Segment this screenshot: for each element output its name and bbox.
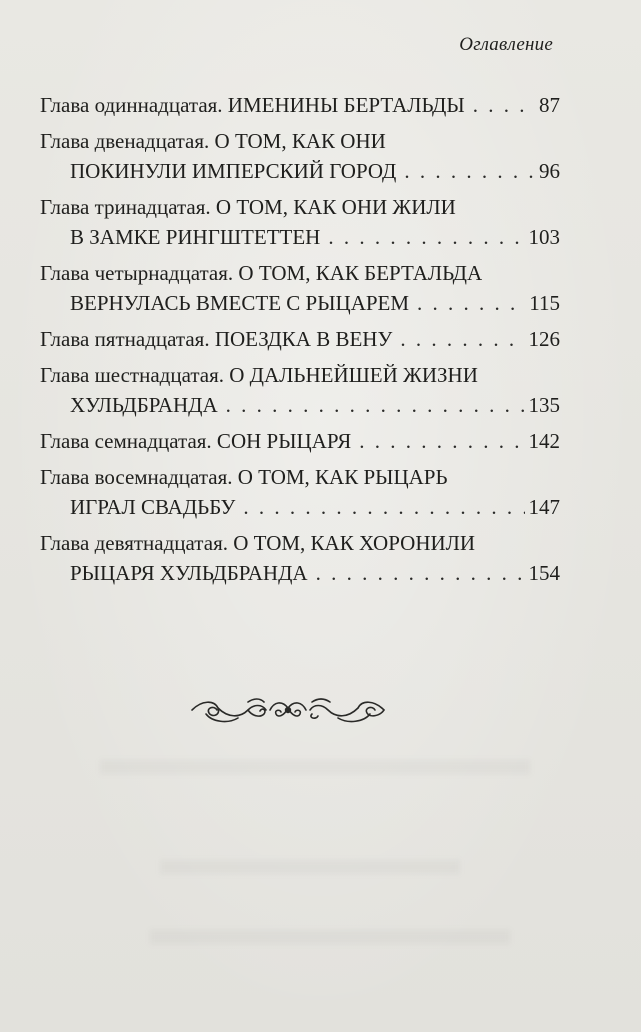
dot-leader — [400, 324, 524, 354]
chapter-title: Глава одиннадцатая. ИМЕНИНЫ БЕРТАЛЬДЫ — [40, 93, 465, 117]
toc-entry-continuation-line — [40, 492, 560, 522]
toc-entry — [40, 258, 560, 318]
toc-entry-continuation-line — [40, 288, 560, 318]
chapter-title: В ЗАМКЕ РИНГШТЕТТЕН — [70, 225, 321, 249]
page-number: 87 — [539, 93, 560, 117]
toc-entry — [40, 192, 560, 252]
chapter-title: Глава двенадцатая. О ТОМ, КАК ОНИ — [40, 129, 386, 153]
toc-entry — [40, 126, 560, 186]
dot-leader — [328, 222, 524, 252]
toc-entry — [40, 360, 560, 420]
toc-entry-line — [40, 324, 560, 354]
dot-leader — [417, 288, 525, 318]
toc-entry — [40, 324, 560, 354]
dot-leader — [404, 156, 535, 186]
dot-leader — [359, 426, 524, 456]
toc-entry-line — [40, 462, 560, 492]
page-number: 154 — [528, 561, 560, 585]
dot-leader — [316, 558, 525, 588]
page-number: 135 — [528, 393, 560, 417]
chapter-title: ХУЛЬДБРАНДА — [70, 393, 218, 417]
toc-entry-line — [40, 90, 560, 120]
toc-entry-continuation-line — [40, 222, 560, 252]
page-number: 142 — [528, 429, 560, 453]
toc-entry-line — [40, 528, 560, 558]
toc-entry-line — [40, 126, 560, 156]
toc-entry — [40, 90, 560, 120]
toc-entry-line — [40, 426, 560, 456]
chapter-title: ВЕРНУЛАСЬ ВМЕСТЕ С РЫЦАРЕМ — [70, 291, 410, 315]
page-number: 126 — [528, 327, 560, 351]
toc-entry-line — [40, 360, 560, 390]
chapter-title: РЫЦАРЯ ХУЛЬДБРАНДА — [70, 561, 308, 585]
chapter-title: Глава восемнадцатая. О ТОМ, КАК РЫЦАРЬ — [40, 465, 448, 489]
show-through-text — [160, 860, 460, 874]
chapter-title: Глава пятнадцатая. ПОЕЗДКА В ВЕНУ — [40, 327, 393, 351]
dot-leader — [473, 90, 535, 120]
dot-leader — [243, 492, 524, 522]
toc-entry-line — [40, 258, 560, 288]
toc-entry-continuation-line — [40, 390, 560, 420]
chapter-title: Глава тринадцатая. О ТОМ, КАК ОНИ ЖИЛИ — [40, 195, 456, 219]
toc-entry — [40, 426, 560, 456]
chapter-title: Глава семнадцатая. СОН РЫЦАРЯ — [40, 429, 352, 453]
page-number: 96 — [539, 159, 560, 183]
chapter-title: Глава шестнадцатая. О ДАЛЬНЕЙШЕЙ ЖИЗНИ — [40, 363, 478, 387]
table-of-contents — [40, 90, 560, 594]
flourish-ornament-icon — [188, 688, 388, 732]
toc-entry-line — [40, 192, 560, 222]
show-through-text — [100, 760, 530, 774]
chapter-title: Глава четырнадцатая. О ТОМ, КАК БЕРТАЛЬДА — [40, 261, 483, 285]
dot-leader — [226, 390, 525, 420]
page-number: 103 — [528, 225, 560, 249]
toc-entry-continuation-line — [40, 558, 560, 588]
running-header: Оглавление — [459, 34, 553, 55]
show-through-text — [150, 930, 510, 944]
chapter-title: ПОКИНУЛИ ИМПЕРСКИЙ ГОРОД — [70, 159, 397, 183]
chapter-title: ИГРАЛ СВАДЬБУ — [70, 495, 236, 519]
chapter-title: Глава девятнадцатая. О ТОМ, КАК ХОРОНИЛИ — [40, 531, 476, 555]
page-number: 115 — [529, 291, 560, 315]
toc-entry — [40, 528, 560, 588]
toc-entry-continuation-line — [40, 156, 560, 186]
page-number: 147 — [528, 495, 560, 519]
toc-entry — [40, 462, 560, 522]
